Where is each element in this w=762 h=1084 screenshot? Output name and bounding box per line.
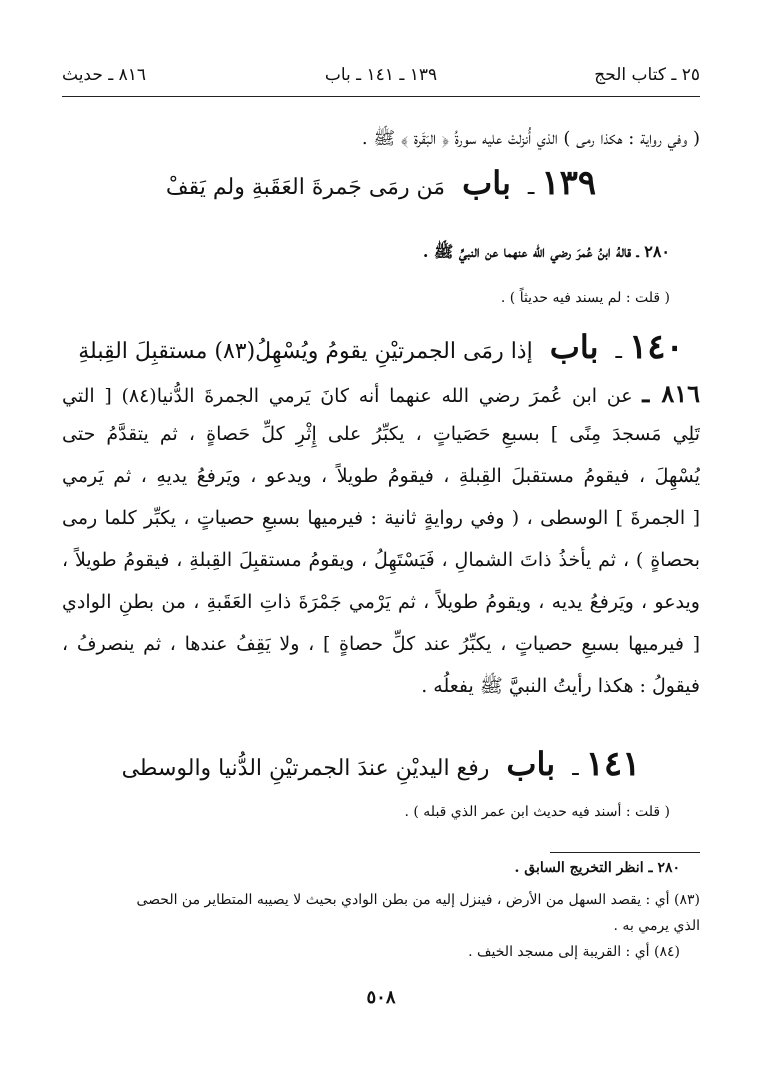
footnote-83-continuation: الذي يرمي به .: [613, 918, 700, 934]
hadith-816-line: يُسْهِلَ ، فيقومُ مستقبلَ القِبلةِ ، فيقومُ طويلاً ، ويدعو ، ويَرفعُ يديهِ ، ثم يَرمي: [62, 465, 700, 487]
footnote-83: (٨٣) أي : يقصد السهل من الأرض ، فينزل إليه من بطن الوادي بحيث لا يصيبه المتطاير من الحصى: [136, 892, 700, 908]
hadith-816-line: تَلِي مَسجدَ مِنًى ] بسبعِ حَصَياتٍ ، يكبِّرُ على إِثْرِ كلِّ حَصاةٍ ، ثم يتقدَّمُ حتى: [62, 423, 700, 445]
chapter-title: إذا رمَى الجمرتيْنِ يقومُ ويُسْهِلُ(٨٣) مستقبِلَ القِبلةِ: [78, 339, 533, 364]
chapter-dash: ـ: [527, 175, 535, 200]
chapter-heading-139: [62, 158, 700, 213]
running-header: [62, 60, 700, 90]
hadith-816-line: [ فيرميها بسبعِ حصياتٍ ، يكبِّرُ عند كلِّ حصاةٍ ] ، ولا يَقِفُ عندها ، ثم ينصرفُ ،: [62, 633, 700, 655]
narration-line: ( وفي رواية : هكذا رمى ) الذي أُنزلتْ عليه سورةُ ﴿ البَقَرة ﴾ ﷺ .: [361, 128, 700, 149]
header-hadith-number: ٨١٦ ـ حديث: [62, 65, 147, 85]
footnote-280: ٢٨٠ ـ انظر التخريج السابق .: [514, 860, 680, 876]
chapter-dash: ـ: [615, 339, 622, 364]
chapter-number: ١٤١: [585, 744, 641, 784]
chapter-number: ١٤٠: [628, 327, 684, 367]
header-book-title: ٢٥ ـ كتاب الحج: [594, 65, 700, 85]
chapter-heading-141: [62, 739, 700, 794]
chapter-keyword: باب: [506, 745, 556, 783]
hadith-816-line: [ الجمرةَ ] الوسطى ، ( وفي روايةٍ ثانية : فيرميها بسبعِ حصياتٍ ، يكبِّر كلما رمى: [62, 507, 700, 529]
page-number: ٥٠٨: [366, 987, 396, 1008]
footnote-divider: [550, 852, 700, 853]
chapter-keyword: باب: [462, 164, 511, 202]
hadith-text: عن ابن عُمرَ رضي الله عنهما أنه كانَ يَرمي الجمرةَ الدُّنيا(٨٤) [ التي: [62, 385, 633, 407]
editor-note-139: ( قلت : لم يسند فيه حديثاً ) .: [500, 290, 670, 306]
chapter-number: ١٣٩: [541, 163, 597, 203]
header-chapter-range: ١٣٩ ـ ١٤١ ـ باب: [324, 65, 438, 85]
chapter-dash: ـ: [572, 756, 579, 781]
chapter-heading-140: [62, 322, 700, 377]
hadith-816-line: [62, 374, 700, 416]
chapter-keyword: باب: [549, 328, 599, 366]
hadith-816-line: ويدعو ، ويَرفعُ يديه ، ويقومُ طويلاً ، ثم يَرْمي جَمْرَةَ ذاتِ العَقَبةِ ، من بطنِ الوادي: [62, 591, 700, 613]
chapter-title: رفع اليديْنِ عندَ الجمرتيْنِ الدُّنيا والوسطى: [121, 756, 490, 781]
hadith-number: ٨١٦ ـ: [642, 379, 700, 408]
hadith-280: ٢٨٠ ـ قالهُ ابنُ عُمرَ رضي الله عنهما عن النبيِّ ﷺ .: [422, 242, 670, 261]
footnote-84: (٨٤) أي : القريبة إلى مسجد الخيف .: [468, 944, 680, 960]
hadith-816-line: بحصاةٍ ) ، ثم يأخذُ ذاتَ الشمالِ ، فَيَسْتَهِلُ ، ويقومُ مستقبِلَ القِبلةِ ، فيقومُ طويلاً ،: [62, 549, 700, 571]
editor-note-141: ( قلت : أسند فيه حديث ابن عمر الذي قبله ) .: [404, 804, 670, 820]
header-divider: [62, 96, 700, 97]
chapter-title: مَن رمَى جَمرةَ العَقَبةِ ولم يَقفْ: [165, 175, 446, 200]
hadith-816-line: فيقولُ : هكذا رأيتُ النبيَّ ﷺ يفعلُه .: [421, 675, 700, 697]
